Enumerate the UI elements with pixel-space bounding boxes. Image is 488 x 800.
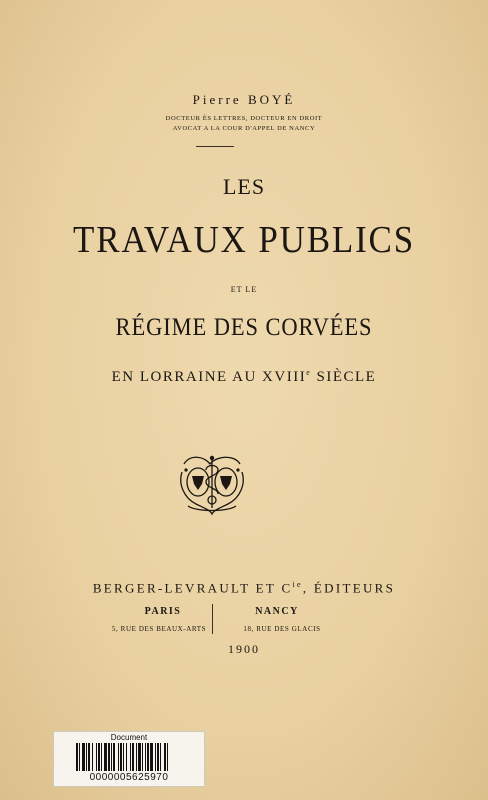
barcode-bar (118, 743, 119, 771)
publisher-superscript: ie (292, 580, 303, 589)
barcode-bar (82, 743, 85, 771)
credentials-line-1: DOCTEUR ÈS LETTRES, DOCTEUR EN DROIT (165, 115, 323, 122)
subtitle-suffix: SIÈCLE (311, 369, 377, 385)
subtitle-superscript: e (306, 368, 312, 377)
sticker-label: Document (110, 733, 148, 742)
barcode-bar (101, 743, 102, 771)
barcode-bar (120, 743, 122, 771)
title-les: LES (222, 174, 266, 199)
publisher-line (0, 580, 488, 596)
publisher-prefix: BERGER-LEVRAULT ET C (92, 580, 293, 596)
barcode-bar (113, 743, 115, 771)
barcode-bar (98, 743, 100, 771)
barcode-bar (136, 743, 137, 771)
barcode-bar (132, 743, 134, 771)
short-rule-divider (196, 146, 234, 147)
publisher-device-icon (176, 450, 248, 516)
barcode-bar (130, 743, 131, 771)
barcode-bar (160, 743, 161, 771)
barcode-bar (108, 743, 110, 771)
barcode-bar (164, 743, 166, 771)
barcode-bar (104, 743, 107, 771)
barcode-bar (88, 743, 90, 771)
barcode-bar (111, 743, 112, 771)
barcode-bar (155, 743, 156, 771)
address-paris: 5, RUE DES BEAUX-ARTS (111, 625, 207, 633)
title-et-le: ET LE (230, 285, 258, 294)
title-regime: RÉGIME DES CORVÉES (115, 314, 373, 341)
credentials-line-2: AVOCAT A LA COUR D'APPEL DE NANCY (172, 125, 316, 132)
subtitle-prefix: EN LORRAINE AU XVIII (111, 369, 307, 385)
barcode-bar (76, 743, 78, 771)
author-name: Pierre BOYÉ (192, 92, 296, 107)
barcode-bar (145, 743, 146, 771)
city-nancy: NANCY (255, 606, 299, 617)
publication-year: 1900 (228, 642, 260, 656)
address-nancy: 18, RUE DES GLACIS (243, 625, 321, 633)
barcode-bar (147, 743, 149, 771)
barcode-bar (157, 743, 159, 771)
barcode-bar (92, 743, 93, 771)
author-credentials (0, 114, 488, 134)
sticker-number: 0000005625970 (89, 772, 169, 783)
title-main: TRAVAUX PUBLICS (72, 219, 416, 261)
subtitle (0, 368, 488, 386)
barcode-bar (138, 743, 141, 771)
library-sticker (53, 731, 205, 787)
barcode-bar (79, 743, 80, 771)
barcode-bar (123, 743, 124, 771)
city-paris: PARIS (144, 606, 182, 617)
barcode-icon (76, 743, 182, 771)
barcode-bar (150, 743, 153, 771)
barcode-bar (167, 743, 168, 771)
barcode-bar (86, 743, 87, 771)
publisher-suffix: , ÉDITEURS (302, 580, 396, 596)
barcode-bar (96, 743, 97, 771)
barcode-bar (126, 743, 127, 771)
barcode-bar (142, 743, 143, 771)
